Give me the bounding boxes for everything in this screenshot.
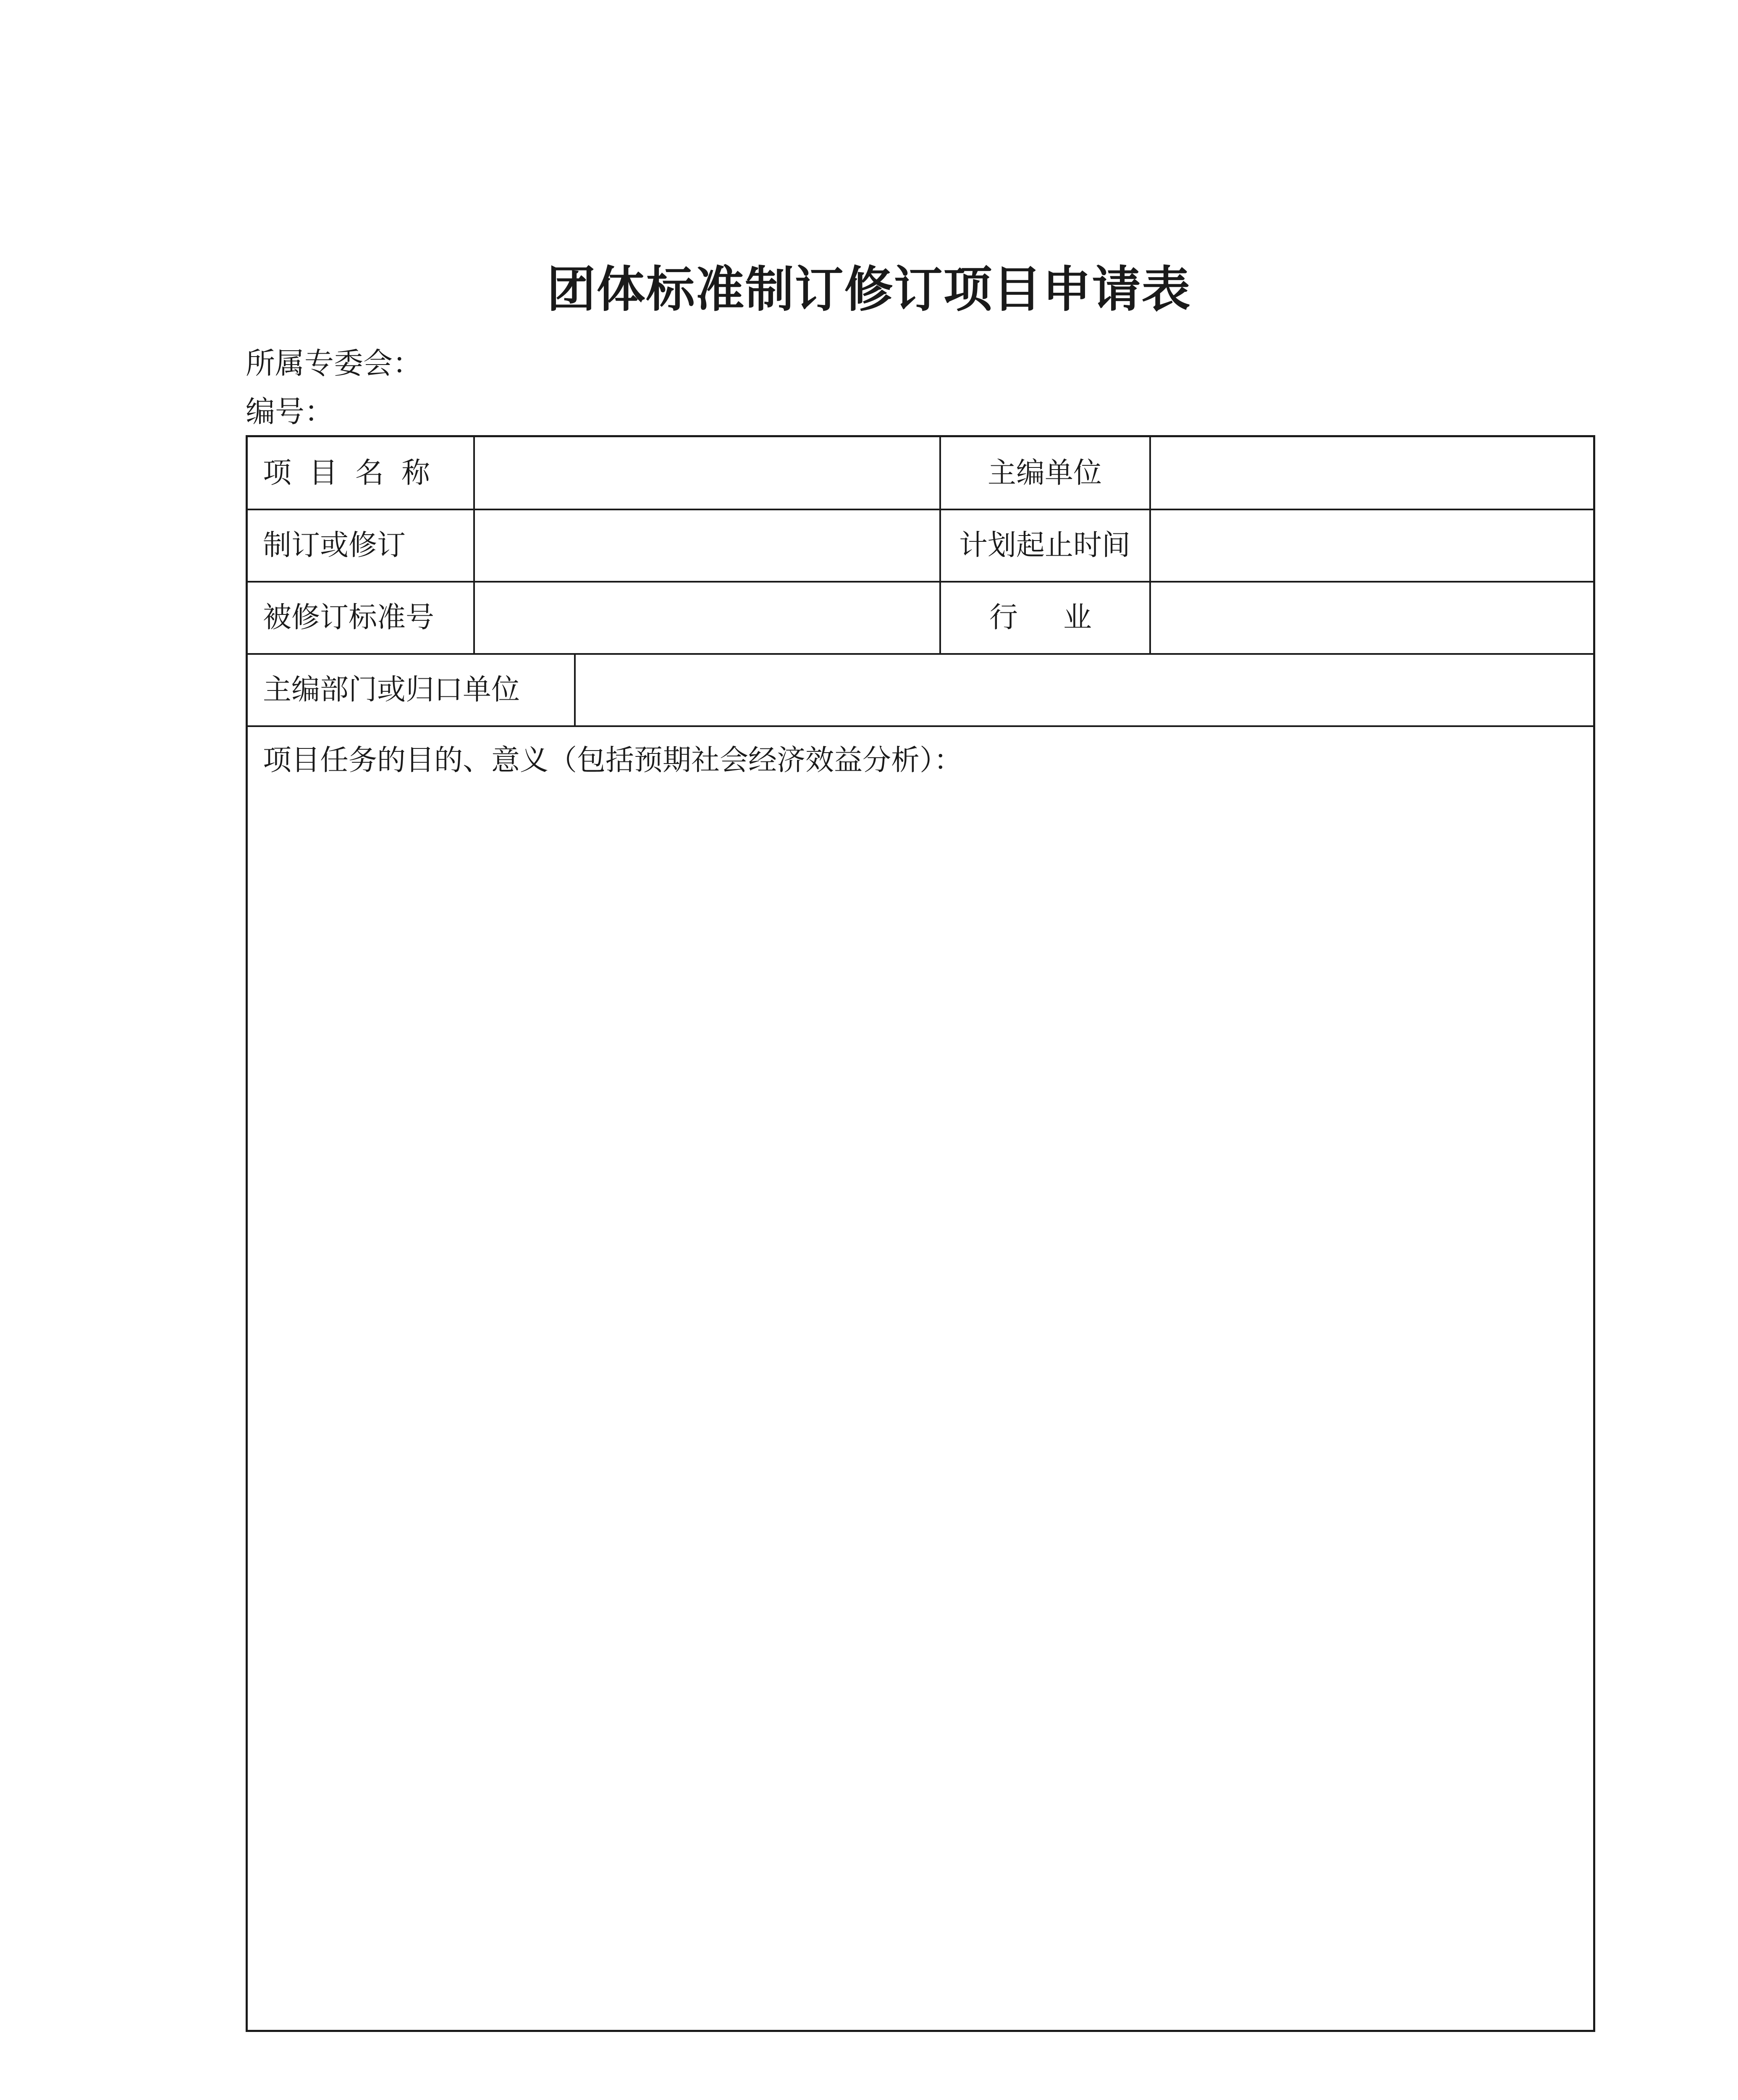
revision-type-field[interactable] [475, 509, 938, 581]
chief-editor-unit-label: 主编单位 [987, 457, 1102, 490]
revised-standard-no-field[interactable] [475, 582, 938, 653]
form-title: 团体标准制订修订项目申请表 [547, 261, 1191, 318]
revised-standard-no-label: 被修订标准号 [263, 601, 435, 634]
responsible-dept-label: 主编部门或归口单位 [263, 673, 520, 706]
planned-period-field[interactable] [1151, 509, 1594, 581]
committee-label: 所属专委会： [246, 346, 422, 381]
number-label: 编号： [246, 394, 334, 429]
project-name-field[interactable] [475, 437, 938, 509]
purpose-text-area[interactable] [248, 786, 1593, 2030]
revision-type-label: 制订或修订 [263, 529, 406, 562]
industry-label: 行 业 [989, 601, 1100, 634]
application-form-table [246, 435, 1595, 2032]
purpose-label: 项目任务的目的、意义（包括预期社会经济效益分析）： [263, 744, 963, 777]
project-name-label: 项目名称 [263, 457, 448, 490]
chief-editor-unit-field[interactable] [1151, 437, 1594, 509]
responsible-dept-field[interactable] [576, 654, 1594, 725]
industry-field[interactable] [1151, 582, 1594, 653]
planned-period-label: 计划起止时间 [959, 529, 1130, 562]
